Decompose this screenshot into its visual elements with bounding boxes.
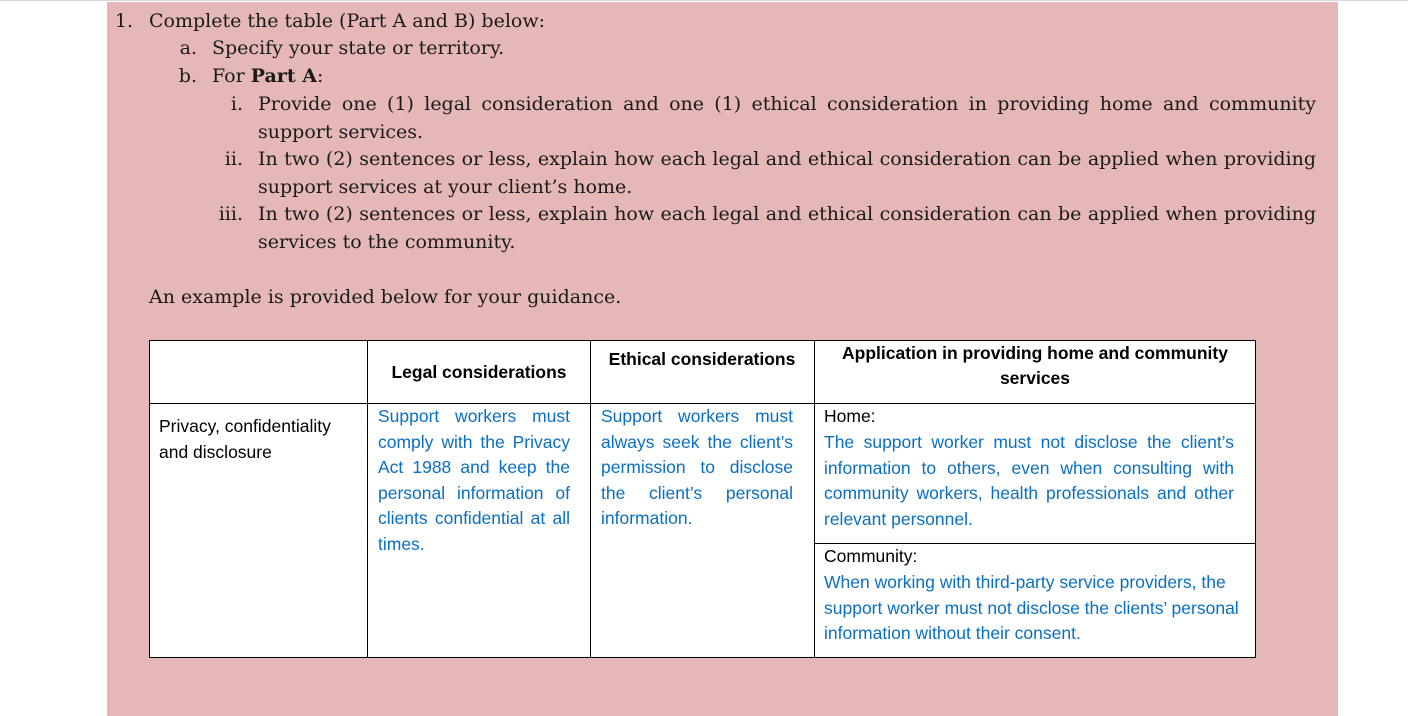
header-application: Application in providing home and community services: [842, 343, 1228, 388]
item-b-number: b.: [178, 65, 197, 87]
item-a-number: a.: [179, 37, 197, 59]
item-b-text: For Part A:: [212, 65, 324, 87]
item-iii-text: In two (2) sentences or less, explain how each legal and ethical consideration can be applied when providing services to the community.: [258, 203, 1316, 253]
item-i-text: Provide one (1) legal consideration and one (1) ethical consideration in providing home and community support services.: [258, 93, 1316, 143]
item-1-number: 1.: [114, 10, 133, 32]
item-a-text: Specify your state or territory.: [212, 37, 505, 59]
item-i-number: i.: [230, 93, 243, 115]
row-topic: Privacy, confidentiality and disclosure: [159, 416, 331, 462]
example-note: An example is provided below for your guidance.: [149, 286, 622, 308]
item-iii-number: iii.: [218, 203, 243, 225]
example-table: [149, 340, 1256, 658]
home-label: Home:: [824, 406, 876, 426]
column-divider: [590, 341, 591, 657]
page-top-rule: [0, 0, 1408, 1]
column-divider: [367, 341, 368, 657]
community-application-text: When working with third-party service providers, the support worker must not disclose the clients’ personal information without their consent.: [824, 572, 1239, 643]
header-ethical-considerations: Ethical considerations: [608, 349, 796, 369]
column-divider: [814, 341, 815, 657]
ethical-consideration-example: Support workers must always seek the client’s permission to disclose the client’s personal information.: [601, 406, 793, 528]
community-label: Community:: [824, 546, 918, 566]
item-1-text: Complete the table (Part A and B) below:: [149, 10, 545, 32]
item-ii-text: In two (2) sentences or less, explain how each legal and ethical consideration can be applied when providing support services at your client’s home.: [258, 148, 1316, 198]
header-legal-considerations: Legal considerations: [391, 362, 567, 382]
legal-consideration-example: Support workers must comply with the Privacy Act 1988 and keep the personal information of clients confidential at all times.: [378, 406, 570, 554]
home-application-text: The support worker must not disclose the client’s information to others, even when consulting with community workers, health professionals and other relevant personnel.: [824, 432, 1234, 529]
item-ii-number: ii.: [224, 148, 243, 170]
